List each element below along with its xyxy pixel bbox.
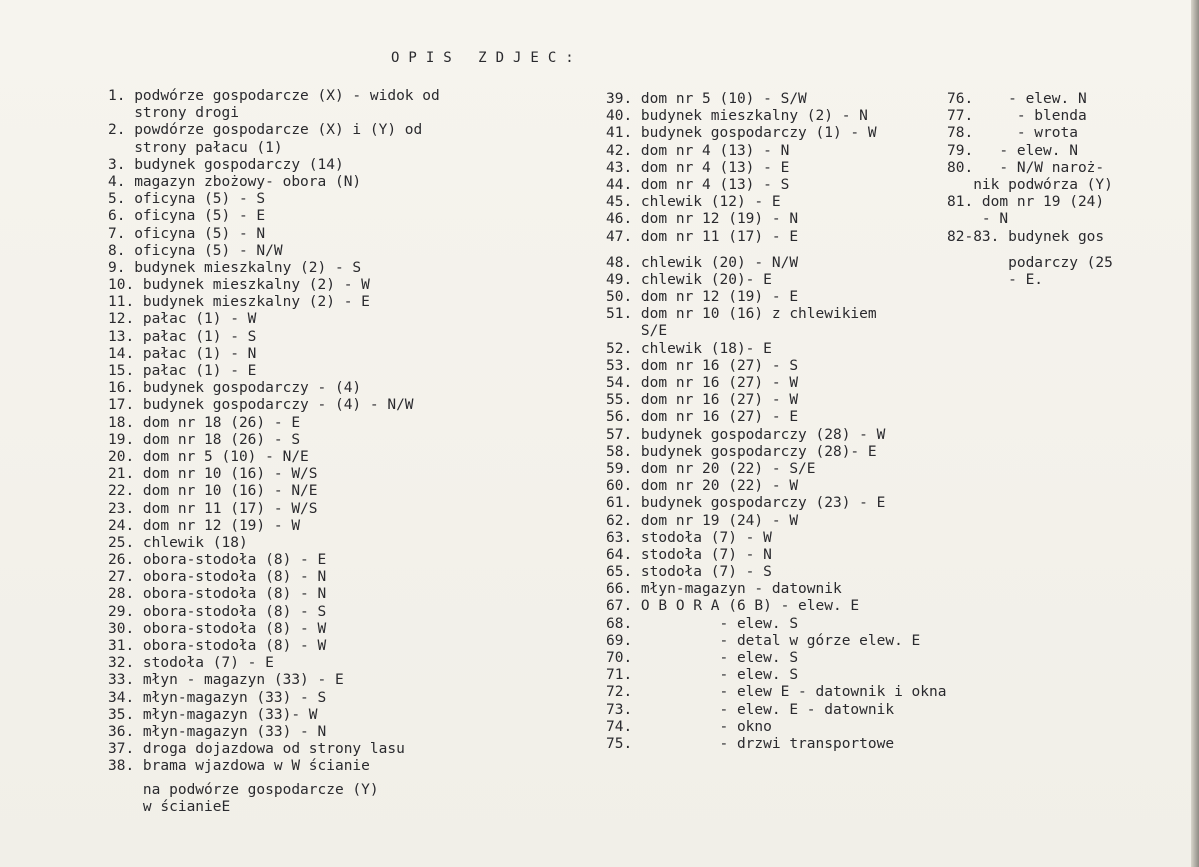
list-item: 73. - elew. E - datownik xyxy=(606,701,895,718)
list-item: S/E xyxy=(606,323,668,340)
list-item: 31. obora-stodoła (8) - W xyxy=(108,638,327,654)
list-item: 50. dom nr 12 (19) - E xyxy=(606,289,799,306)
list-item: 7. oficyna (5) - N xyxy=(108,225,266,242)
list-item: 39. dom nr 5 (10) - S/W xyxy=(606,91,807,107)
column-3-list-a xyxy=(947,91,1113,246)
list-item: 30. obora-stodoła (8) - W xyxy=(108,620,327,637)
list-item: 63. stodoła (7) - W xyxy=(606,529,772,546)
list-item: 69. - detal w górze elew. E xyxy=(606,632,921,649)
list-item: 79. - elew. N xyxy=(947,142,1078,159)
list-item: 22. dom nr 10 (16) - N/E xyxy=(108,483,318,500)
list-item: 74. - okno xyxy=(606,718,772,735)
column-2-list-b xyxy=(606,255,946,753)
list-item: 21. dom nr 10 (16) - W/S xyxy=(108,466,318,483)
list-item: 17. budynek gospodarczy - (4) - N/W xyxy=(108,397,414,414)
list-item: 23. dom nr 11 (17) - W/S xyxy=(108,500,318,517)
list-item: 26. obora-stodoła (8) - E xyxy=(108,552,327,569)
list-item: 42. dom nr 4 (13) - N xyxy=(606,142,790,159)
list-item: 47. dom nr 11 (17) - E xyxy=(606,228,799,245)
column-1-list xyxy=(108,88,440,776)
column-1-tail xyxy=(108,782,440,816)
page-title: OPIS ZDJEC: xyxy=(391,50,583,66)
list-item: 52. chlewik (18)- E xyxy=(606,340,772,357)
list-item: podarczy (25 xyxy=(947,254,1113,271)
column-1 xyxy=(108,88,440,816)
list-item: nik podwórza (Y) xyxy=(947,176,1113,193)
list-item: 28. obora-stodoła (8) - N xyxy=(108,586,327,603)
list-item: 76. - elew. N xyxy=(947,91,1087,107)
list-item: 15. pałac (1) - E xyxy=(108,363,257,379)
column-2-list-a xyxy=(606,91,946,246)
list-item: - E. xyxy=(947,271,1044,288)
list-item: - N xyxy=(947,211,1009,228)
list-item: 71. - elew. S xyxy=(606,667,799,684)
list-item: 49. chlewik (20)- E xyxy=(606,271,772,288)
list-item: 62. dom nr 19 (24) - W xyxy=(606,512,799,529)
column-3-list-b xyxy=(947,255,1113,289)
list-item: 18. dom nr 18 (26) - E xyxy=(108,414,301,431)
list-item: 57. budynek gospodarczy (28) - W xyxy=(606,426,886,443)
list-item: 33. młyn - magazyn (33) - E xyxy=(108,672,344,689)
list-item: 25. chlewik (18) xyxy=(108,534,248,551)
list-item: 34. młyn-magazyn (33) - S xyxy=(108,689,327,706)
list-item: 10. budynek mieszkalny (2) - W xyxy=(108,277,370,294)
list-item: 20. dom nr 5 (10) - N/E xyxy=(108,448,309,465)
list-item: 44. dom nr 4 (13) - S xyxy=(606,176,790,193)
list-item: 4. magazyn zbożowy- obora (N) xyxy=(108,173,362,190)
list-item: 56. dom nr 16 (27) - E xyxy=(606,409,799,426)
list-item: 29. obora-stodoła (8) - S xyxy=(108,603,327,620)
list-item: 5. oficyna (5) - S xyxy=(108,191,266,208)
column-2 xyxy=(606,91,946,753)
list-item: 3. budynek gospodarczy (14) xyxy=(108,156,344,173)
list-item: 45. chlewik (12) - E xyxy=(606,194,781,211)
list-item: 75. - drzwi transportowe xyxy=(606,735,895,752)
list-item: 6. oficyna (5) - E xyxy=(108,208,266,225)
list-item: 58. budynek gospodarczy (28)- E xyxy=(606,443,877,460)
list-item: 65. stodoła (7) - S xyxy=(606,564,772,581)
list-item: 51. dom nr 10 (16) z chlewikiem xyxy=(606,306,877,323)
list-item: strony drogi xyxy=(108,105,239,122)
list-item: 43. dom nr 4 (13) - E xyxy=(606,159,790,176)
list-item: 66. młyn-magazyn - datownik xyxy=(606,581,842,598)
list-item: 59. dom nr 20 (22) - S/E xyxy=(606,460,816,477)
list-item: 13. pałac (1) - S xyxy=(108,328,257,345)
list-item: 11. budynek mieszkalny (2) - E xyxy=(108,294,370,311)
list-item: 61. budynek gospodarczy (23) - E xyxy=(606,495,886,512)
list-item: strony pałacu (1) xyxy=(108,139,283,156)
list-item: 1. podwórze gospodarcze (X) - widok od xyxy=(108,88,440,104)
column-3 xyxy=(947,91,1113,289)
list-item: 9. budynek mieszkalny (2) - S xyxy=(108,259,362,276)
list-item: 8. oficyna (5) - N/W xyxy=(108,242,283,259)
list-item: 16. budynek gospodarczy - (4) xyxy=(108,380,362,397)
list-item: 40. budynek mieszkalny (2) - N xyxy=(606,108,868,125)
list-item: 81. dom nr 19 (24) xyxy=(947,194,1105,211)
list-item: 46. dom nr 12 (19) - N xyxy=(606,211,799,228)
list-item: 68. - elew. S xyxy=(606,615,799,632)
list-item: 60. dom nr 20 (22) - W xyxy=(606,478,799,495)
list-item: 14. pałac (1) - N xyxy=(108,345,257,362)
list-item: na podwórze gospodarcze (Y) xyxy=(108,781,379,798)
list-item: 64. stodoła (7) - N xyxy=(606,546,772,563)
list-item: 38. brama wjazdowa w W ścianie xyxy=(108,758,370,775)
list-item: 80. - N/W naroż- xyxy=(947,159,1105,176)
list-item: 82-83. budynek gos xyxy=(947,228,1105,245)
list-item: 2. powdórze gospodarcze (X) i (Y) od xyxy=(108,122,423,139)
list-item: 72. - elew E - datownik i okna xyxy=(606,684,947,701)
page-edge-shadow xyxy=(1191,0,1199,867)
list-item: 55. dom nr 16 (27) - W xyxy=(606,392,799,409)
list-item: 70. - elew. S xyxy=(606,650,799,666)
list-item: 35. młyn-magazyn (33)- W xyxy=(108,706,318,723)
list-item: 77. - blenda xyxy=(947,108,1087,125)
list-item: 53. dom nr 16 (27) - S xyxy=(606,357,799,374)
list-item: 78. - wrota xyxy=(947,125,1078,142)
list-item: 67. O B O R A (6 B) - elew. E xyxy=(606,598,860,615)
list-item: w ścianieE xyxy=(108,798,231,815)
list-item: 48. chlewik (20) - N/W xyxy=(606,254,799,271)
list-item: 54. dom nr 16 (27) - W xyxy=(606,375,799,391)
list-item: 24. dom nr 12 (19) - W xyxy=(108,517,301,534)
list-item: 37. droga dojazdowa od strony lasu xyxy=(108,741,405,758)
list-item: 19. dom nr 18 (26) - S xyxy=(108,431,301,448)
list-item: 41. budynek gospodarczy (1) - W xyxy=(606,125,877,142)
list-item: 36. młyn-magazyn (33) - N xyxy=(108,723,327,740)
list-item: 12. pałac (1) - W xyxy=(108,311,257,328)
list-item: 32. stodoła (7) - E xyxy=(108,655,274,672)
list-item: 27. obora-stodoła (8) - N xyxy=(108,569,327,586)
